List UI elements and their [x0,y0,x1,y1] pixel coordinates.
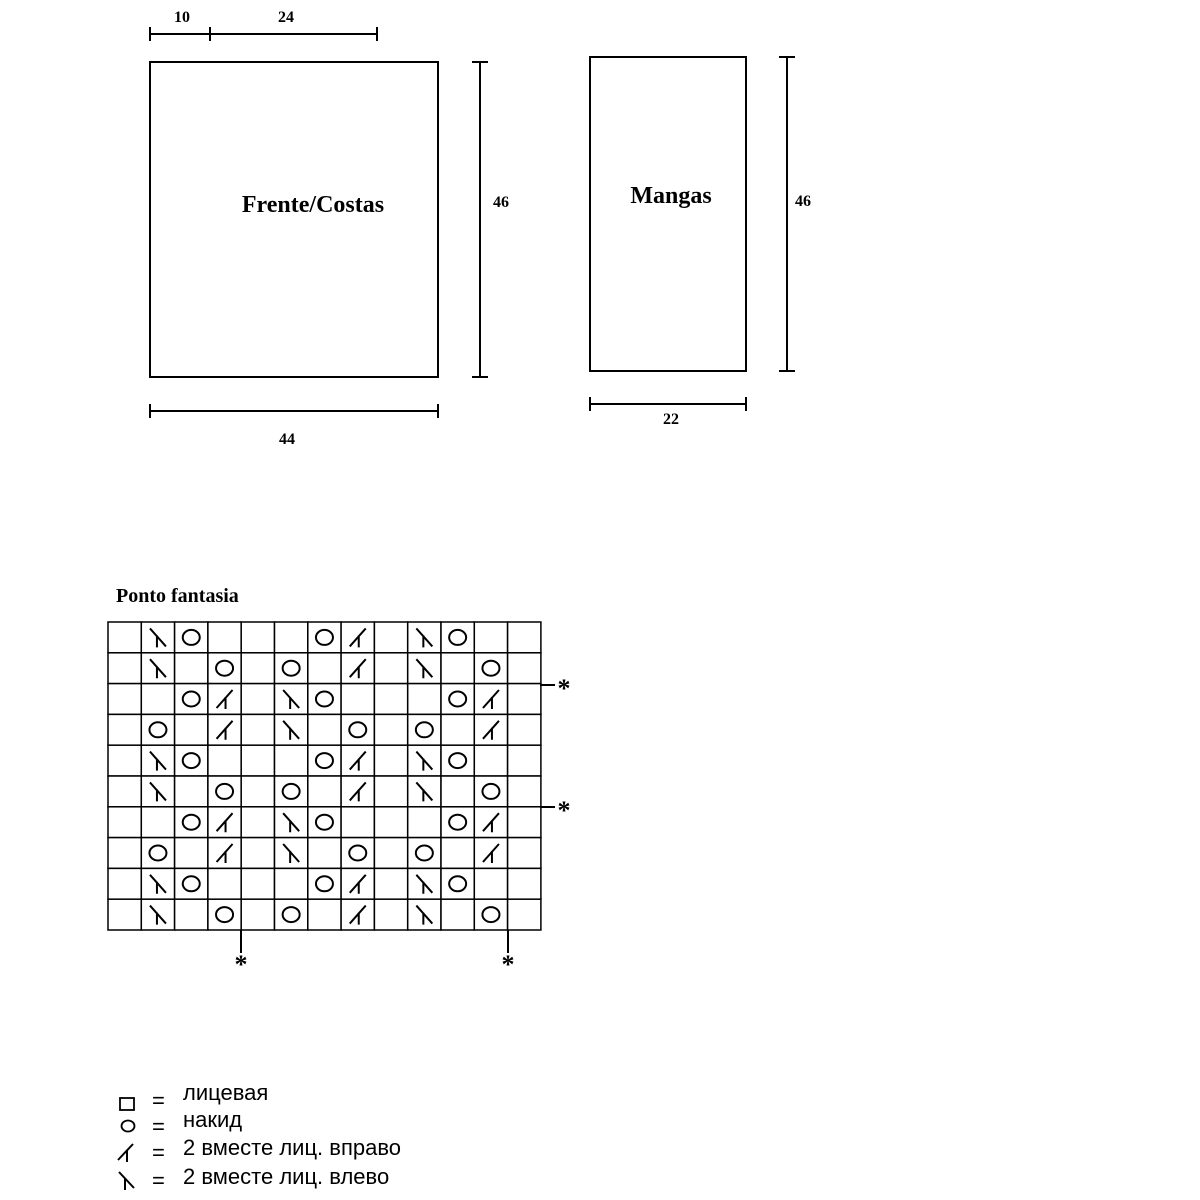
chart-cell [175,899,208,930]
chart-cell [508,714,541,745]
chart-cell [208,868,241,899]
chart-cell [308,776,341,807]
chart-cell [374,714,407,745]
chart-cell [508,745,541,776]
legend-text-yarn-over: накид [183,1107,243,1132]
chart-cell [374,838,407,869]
chart-cell [341,684,374,715]
chart-cell [275,622,308,653]
chart-cell [308,622,341,653]
chart-cell [141,714,174,745]
chart-cell [474,776,507,807]
chart-cell [108,807,141,838]
chart-cell [275,868,308,899]
chart-cell [441,899,474,930]
chart-cell [374,899,407,930]
body-height-label: 46 [493,194,509,211]
body-width-dimension [150,404,438,448]
chart-cell [441,838,474,869]
chart-cell [408,838,441,869]
col-repeat-mark-left: * [234,950,248,979]
chart-cell [175,653,208,684]
chart-cell [275,899,308,930]
neck-offset-label: 10 [174,9,190,26]
chart-cell [141,684,174,715]
chart-cell [141,838,174,869]
chart-cell [441,776,474,807]
chart-cell [474,868,507,899]
legend-text-knit: лицевая [183,1080,269,1105]
sleeve-outline [590,57,746,371]
neck-dimension [150,9,377,41]
sleeve-height-label: 46 [795,193,811,210]
chart-cell [241,838,274,869]
chart-cell [241,653,274,684]
legend-eq: = [152,1088,165,1113]
chart-cell [141,807,174,838]
chart-cell [175,776,208,807]
chart-cell [208,653,241,684]
chart-cell [108,745,141,776]
chart-cell [308,899,341,930]
legend-item-k2tog-left [119,1164,389,1193]
chart-cell [241,745,274,776]
chart-cell [175,714,208,745]
chart-cell [208,622,241,653]
decrease-right-icon [118,1144,133,1162]
chart-cell [208,745,241,776]
chart-cell [441,714,474,745]
legend-text-k2tog-left: 2 вместе лиц. влево [183,1164,390,1189]
chart-cell [108,622,141,653]
legend-eq: = [152,1168,165,1193]
chart-cell [308,807,341,838]
chart-cell [441,684,474,715]
chart-cell [308,653,341,684]
chart-cell [341,838,374,869]
chart-cell [474,899,507,930]
chart-cell [175,745,208,776]
chart-cell [508,868,541,899]
chart-cell [508,776,541,807]
chart-cell [374,622,407,653]
chart-cell [275,745,308,776]
square-icon [120,1098,134,1110]
row-repeat-mark-top: * [557,674,571,703]
chart-cell [175,807,208,838]
chart-cell [108,684,141,715]
legend [118,1080,401,1193]
legend-text-k2tog-right: 2 вместе лиц. вправо [183,1135,402,1160]
chart-cell [474,745,507,776]
body-piece [150,9,509,448]
chart-cell [308,868,341,899]
chart-cell [441,745,474,776]
neck-width-label: 24 [278,9,294,26]
chart-cell [374,745,407,776]
chart-cell [474,622,507,653]
chart-cell [408,684,441,715]
chart-cell [441,807,474,838]
body-width-label: 44 [279,431,295,448]
chart-cell [308,745,341,776]
body-outline [150,62,438,377]
chart-cell [374,807,407,838]
chart-cell [108,899,141,930]
chart-cell [374,868,407,899]
chart-cell [341,807,374,838]
chart-cell [308,714,341,745]
chart-cell [241,807,274,838]
sleeve-label: Mangas [630,183,712,209]
decrease-left-icon [119,1172,134,1190]
legend-item-k2tog-right [118,1135,401,1165]
legend-eq: = [152,1140,165,1165]
legend-eq: = [152,1114,165,1139]
chart-cell [241,868,274,899]
chart-cell [108,868,141,899]
chart-cell [441,653,474,684]
sleeve-width-label: 22 [663,411,679,428]
chart-cell [308,838,341,869]
stitch-chart-grid [108,622,541,930]
chart-cell [108,653,141,684]
chart-cell [508,622,541,653]
chart-cell [108,776,141,807]
chart-cell [508,899,541,930]
chart-cell [508,653,541,684]
chart-cell [175,684,208,715]
chart-cell [408,807,441,838]
chart-cell [241,776,274,807]
chart-cell [374,776,407,807]
chart-cell [374,684,407,715]
chart-title: Ponto fantasia [116,585,239,607]
chart-cell [508,838,541,869]
chart-cell [175,838,208,869]
body-label: Frente/Costas [241,192,385,218]
chart-cell [441,868,474,899]
chart-cell [508,807,541,838]
chart-cell [108,838,141,869]
chart-cell [208,776,241,807]
chart-cell [341,714,374,745]
chart-cell [408,714,441,745]
chart-cell [241,684,274,715]
chart-cell [241,899,274,930]
chart-cell [208,899,241,930]
chart-cell [374,653,407,684]
chart-cell [308,684,341,715]
col-repeat-mark-right: * [501,950,515,979]
sleeve-width-dimension [590,397,746,428]
chart-cell [108,714,141,745]
chart-cell [275,776,308,807]
row-repeat-mark-bottom: * [557,796,571,825]
circle-icon [122,1121,135,1132]
chart-cell [508,684,541,715]
chart-cell [241,622,274,653]
chart-cell [441,622,474,653]
sleeve-height-dimension [779,57,811,371]
body-height-dimension [472,62,509,377]
chart-cell [175,868,208,899]
chart-cell [275,653,308,684]
chart-cell [474,653,507,684]
chart-cell [241,714,274,745]
sleeve-piece [590,57,811,428]
chart-cell [175,622,208,653]
